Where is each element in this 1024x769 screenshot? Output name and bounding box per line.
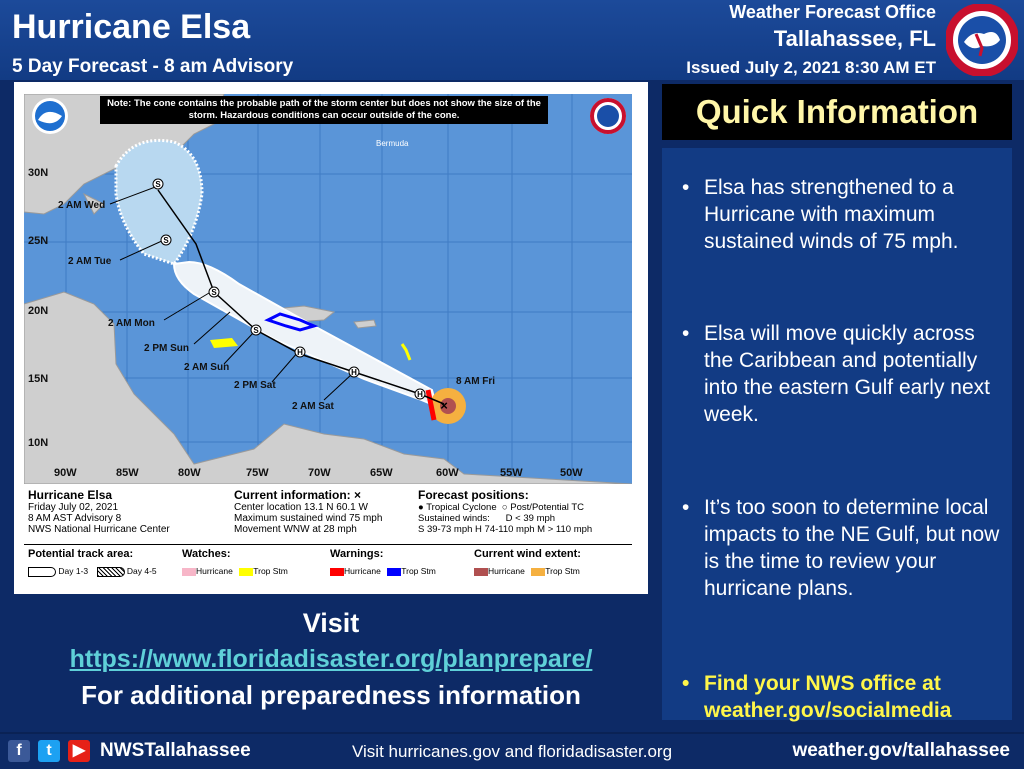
track-point-symbol-3: H: [297, 348, 303, 357]
track-point-symbol-5: S: [211, 288, 217, 297]
social-handle[interactable]: NWSTallahassee: [100, 740, 251, 761]
lat-label-25n: 25N: [28, 235, 49, 247]
ts-watch-swatch: [239, 568, 253, 576]
legend-hurricane-watch: Hurricane: [196, 566, 233, 576]
quick-info-item-3: [682, 494, 1002, 602]
legend-current-info: [234, 488, 382, 535]
visit-subtext: For additional preparedness information: [81, 680, 581, 710]
office-info: [686, 2, 936, 78]
hurricane-warning-swatch: [330, 568, 344, 576]
ts-warning-swatch: [387, 568, 401, 576]
legend-forecast-line-1: [418, 502, 592, 513]
legend-current-line-1: Center location 13.1 N 60.1 W: [234, 502, 368, 513]
day-1-3-swatch: [28, 567, 56, 577]
legend-d-category: D < 39 mph: [505, 513, 556, 524]
legend-watch-swatches: [182, 566, 288, 576]
legend-ts-wind: Trop Stm: [545, 566, 580, 576]
footer-visit-text: Visit hurricanes.gov and floridadisaster.org: [352, 742, 673, 761]
bullet-icon: •: [682, 322, 690, 345]
quick-info-panel: [662, 148, 1012, 720]
cone-note: Note: The cone contains the probable path of the storm center but does not show the size of the storm. Hazardous conditions can occur outside of the cone.: [100, 96, 548, 124]
legend-post-tc: Post/Potential TC: [510, 502, 585, 513]
legend-forecast-info: [418, 488, 592, 535]
youtube-icon[interactable]: ▶: [68, 740, 90, 762]
legend-tropical-cyclone: Tropical Cyclone: [426, 502, 497, 513]
legend-ts-warning: Trop Stm: [401, 566, 436, 576]
bullet-icon: •: [682, 176, 690, 199]
ts-wind-swatch: [531, 568, 545, 576]
track-point-symbol-7: S: [155, 180, 161, 189]
visit-panel: [14, 600, 648, 720]
planprepare-link[interactable]: https://www.floridadisaster.org/planprepare/: [69, 645, 593, 673]
header-banner: [0, 0, 1024, 80]
office-name: Weather Forecast Office: [729, 2, 936, 22]
legend-current-title-text: Current information:: [234, 488, 351, 502]
lon-label-60w: 60W: [436, 467, 459, 479]
legend-track-title: Potential track area:: [28, 548, 134, 560]
legend-sustained-winds: Sustained winds:: [418, 513, 490, 524]
point-label-2pm-sun: 2 PM Sun: [144, 343, 190, 354]
track-point-symbol-4: S: [253, 326, 259, 335]
legend-hurricane-warning: Hurricane: [344, 566, 381, 576]
tropical-cyclone-icon: ●: [418, 502, 424, 513]
legend-hurricane-wind: Hurricane: [488, 566, 525, 576]
lat-label-30n: 30N: [28, 167, 49, 179]
office-location: Tallahassee, FL: [773, 26, 936, 51]
map-legend: [24, 486, 632, 590]
day-4-5-swatch: [97, 567, 125, 577]
legend-warning-swatches: [330, 566, 436, 576]
legend-ts-watch: Trop Stm: [253, 566, 288, 576]
page-title: Hurricane Elsa: [12, 8, 251, 46]
point-label-2am-wed: 2 AM Wed: [58, 200, 106, 211]
track-point-symbol-6: S: [163, 236, 169, 245]
quick-info-item-1: [682, 174, 1002, 255]
lon-label-50w: 50W: [560, 467, 583, 479]
lon-label-85w: 85W: [116, 467, 139, 479]
hurricane-wind-swatch: [474, 568, 488, 576]
point-label-2am-sat: 2 AM Sat: [292, 401, 334, 412]
track-point-symbol-2: H: [351, 368, 357, 377]
lon-label-55w: 55W: [500, 467, 523, 479]
legend-track-swatches: [28, 566, 157, 577]
legend-divider: [24, 544, 632, 545]
point-label-2am-tue: 2 AM Tue: [68, 256, 112, 267]
visit-heading: Visit: [302, 608, 360, 638]
legend-center: NWS National Hurricane Center: [28, 524, 170, 535]
legend-wind-title: Current wind extent:: [474, 548, 581, 560]
current-position-marker: ×: [440, 398, 448, 413]
quick-info-title: Quick Information: [662, 84, 1012, 140]
map-labels-layer: [24, 94, 632, 484]
noaa-logo-icon: [32, 98, 68, 134]
legend-current-line-2: Maximum sustained wind 75 mph: [234, 513, 383, 524]
quick-info-item-highlight: [682, 670, 1002, 724]
post-tc-icon: ○: [501, 502, 508, 513]
nws-small-logo-icon: [590, 98, 626, 134]
legend-current-title: [234, 488, 382, 502]
point-label-2am-mon: 2 AM Mon: [108, 318, 155, 329]
facebook-icon[interactable]: f: [8, 740, 30, 762]
legend-forecast-title: Forecast positions:: [418, 488, 529, 502]
issued-time: Issued July 2, 2021 8:30 AM ET: [686, 58, 936, 77]
footer-bar: [0, 732, 1024, 769]
lon-label-90w: 90W: [54, 467, 77, 479]
footer-website-link[interactable]: weather.gov/tallahassee: [792, 740, 1010, 761]
legend-current-mark: ×: [354, 488, 362, 502]
lat-label-20n: 20N: [28, 305, 49, 317]
social-media-callout[interactable]: Find your NWS office at weather.gov/socialmedia: [704, 672, 952, 722]
legend-forecast-line-3: S 39-73 mph H 74-110 mph M > 110 mph: [418, 524, 593, 535]
quick-info-item-2: [682, 320, 1002, 428]
bullet-icon: •: [682, 496, 690, 519]
lon-label-70w: 70W: [308, 467, 331, 479]
lon-label-75w: 75W: [246, 467, 269, 479]
track-point-symbol-1: H: [417, 390, 423, 399]
point-label-2am-sun: 2 AM Sun: [184, 362, 230, 373]
bermuda-label: Bermuda: [376, 139, 409, 148]
quick-info-text-1: Elsa has strengthened to a Hurricane with maximum sustained winds of 75 mph.: [704, 176, 959, 253]
lon-label-80w: 80W: [178, 467, 201, 479]
legend-current-line-3: Movement WNW at 28 mph: [234, 524, 357, 535]
nws-logo-icon: [946, 4, 1018, 76]
lon-label-65w: 65W: [370, 467, 393, 479]
bullet-icon: •: [682, 672, 690, 695]
point-label-8am-fri: 8 AM Fri: [456, 376, 496, 387]
lat-label-15n: 15N: [28, 373, 49, 385]
legend-day-1-3: Day 1-3: [58, 566, 89, 576]
legend-advisory: 8 AM AST Advisory 8: [28, 513, 122, 524]
legend-watches-title: Watches:: [182, 548, 231, 560]
legend-forecast-line-2: [418, 513, 592, 524]
legend-storm-name: Hurricane Elsa: [28, 488, 113, 502]
page-subtitle: 5 Day Forecast - 8 am Advisory: [12, 56, 294, 77]
lat-label-10n: 10N: [28, 437, 49, 449]
legend-warnings-title: Warnings:: [330, 548, 384, 560]
legend-wind-swatches: [474, 566, 580, 576]
legend-date: Friday July 02, 2021: [28, 502, 119, 513]
twitter-icon[interactable]: t: [38, 740, 60, 762]
point-label-2pm-sat: 2 PM Sat: [234, 380, 276, 391]
quick-info-text-3: It’s too soon to determine local impacts to the NE Gulf, but now is the time to review your hurricane plans.: [704, 496, 1000, 600]
legend-storm-info: [28, 488, 170, 535]
quick-info-text-2: Elsa will move quickly across the Caribbean and potentially into the eastern Gulf early next week.: [704, 322, 990, 426]
hurricane-watch-swatch: [182, 568, 196, 576]
legend-day-4-5: Day 4-5: [126, 566, 157, 576]
